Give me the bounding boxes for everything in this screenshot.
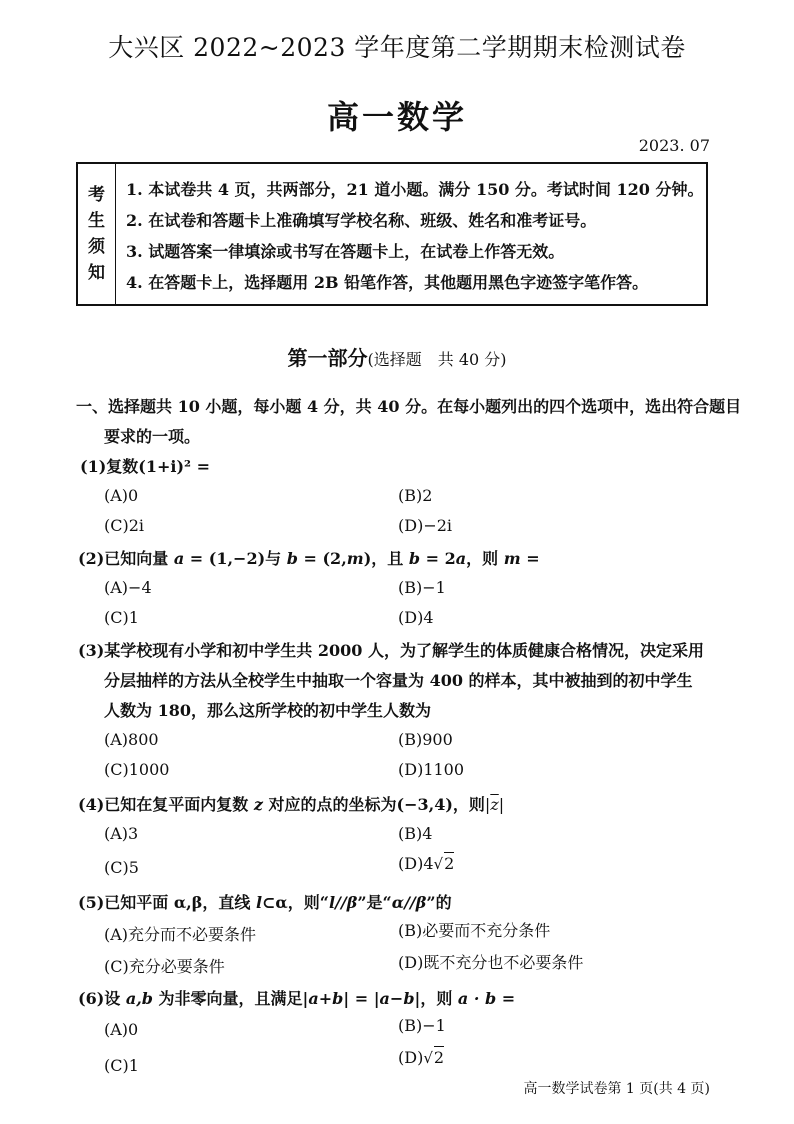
q3-stem-line2: 分层抽样的方法从全校学生中抽取一个容量为 400 的样本，其中被抽到的初中学生 <box>104 671 693 690</box>
q3-option-a: (A)800 <box>104 730 159 749</box>
q5-option-d: (D)既不充分也不必要条件 <box>398 953 584 972</box>
q2-option-a: (A)−4 <box>104 578 152 597</box>
part1-title <box>0 342 794 371</box>
notice-item: 3. 试题答案一律填涂或书写在答题卡上，在试卷上作答无效。 <box>126 242 565 261</box>
q4-stem: (4)已知在复平面内复数 z 对应的点的坐标为(−3,4)，则$|\overline{z}|$ <box>78 795 505 814</box>
q2-option-c: (C)1 <box>104 608 139 627</box>
q2-stem: (2)已知向量 a = (1,−2)与 b = (2,m)，且 b = 2a，则 m = <box>78 549 540 568</box>
exam-date: 2023. 07 <box>638 136 710 155</box>
notice-label-char: 生 <box>88 211 105 231</box>
q6-stem: (6)设 a,b 为非零向量，且满足|a+b| = |a−b|，则 a · b = <box>78 989 516 1008</box>
part1-title-text: 第一部分 <box>287 346 368 370</box>
q4-option-b: (B)4 <box>398 824 433 843</box>
notice-label <box>78 164 116 304</box>
q3-stem-line3: 人数为 180，那么这所学校的初中学生人数为 <box>104 701 431 720</box>
notice-item: 1. 本试卷共 4 页，共两部分，21 道小题。满分 150 分。考试时间 120 分钟。 <box>126 180 704 199</box>
q1-option-b: (B)2 <box>398 486 433 505</box>
exam-title: 大兴区 2022~2023 学年度第二学期期末检测试卷 <box>108 33 686 62</box>
q5-option-c: (C)充分必要条件 <box>104 957 225 976</box>
q6-option-d: (D)√2 <box>398 1048 445 1067</box>
q2-option-d: (D)4 <box>398 608 434 627</box>
q3-option-d: (D)1100 <box>398 760 465 779</box>
q4-option-a: (A)3 <box>104 824 139 843</box>
notice-item: 2. 在试卷和答题卡上准确填写学校名称、班级、姓名和准考证号。 <box>126 211 597 230</box>
subject-title: 高一数学 <box>326 98 467 136</box>
notice-label-char: 须 <box>88 237 105 257</box>
q3-option-b: (B)900 <box>398 730 453 749</box>
q5-option-a: (A)充分而不必要条件 <box>104 925 257 944</box>
q5-stem: (5)已知平面 α,β，直线 l⊂α，则“l//β”是“α//β”的 <box>78 893 452 912</box>
q1-option-a: (A)0 <box>104 486 139 505</box>
section1-instruction-line2: 要求的一项。 <box>104 427 201 446</box>
q5-option-b: (B)必要而不充分条件 <box>398 921 551 940</box>
q4-option-c: (C)5 <box>104 858 139 877</box>
q2-option-b: (B)−1 <box>398 578 446 597</box>
q3-stem-line1: (3)某学校现有小学和初中学生共 2000 人，为了解学生的体质健康合格情况，决定采用 <box>78 641 704 660</box>
q6-option-a: (A)0 <box>104 1020 139 1039</box>
notice-label-char: 知 <box>88 263 105 283</box>
notice-box <box>76 162 708 306</box>
notice-items <box>126 174 703 298</box>
q1-stem: (1)复数(1+i)² = <box>80 457 211 476</box>
page-footer: 高一数学试卷第 1 页(共 4 页) <box>523 1081 710 1097</box>
section1-instruction-line1: 一、选择题共 10 小题，每小题 4 分，共 40 分。在每小题列出的四个选项中，选出符合题目 <box>76 397 742 416</box>
q1-option-c: (C)2i <box>104 516 145 535</box>
part1-subtitle: (选择题 共 40 分) <box>367 350 507 369</box>
q1-option-d: (D)−2i <box>398 516 453 535</box>
q3-option-c: (C)1000 <box>104 760 170 779</box>
notice-label-char: 考 <box>88 185 105 205</box>
q4-option-d: (D)4√2 <box>398 854 455 873</box>
notice-item: 4. 在答题卡上，选择题用 2B 铅笔作答，其他题用黑色字迹签字笔作答。 <box>126 273 649 292</box>
q6-option-c: (C)1 <box>104 1056 139 1075</box>
q6-option-b: (B)−1 <box>398 1016 446 1035</box>
